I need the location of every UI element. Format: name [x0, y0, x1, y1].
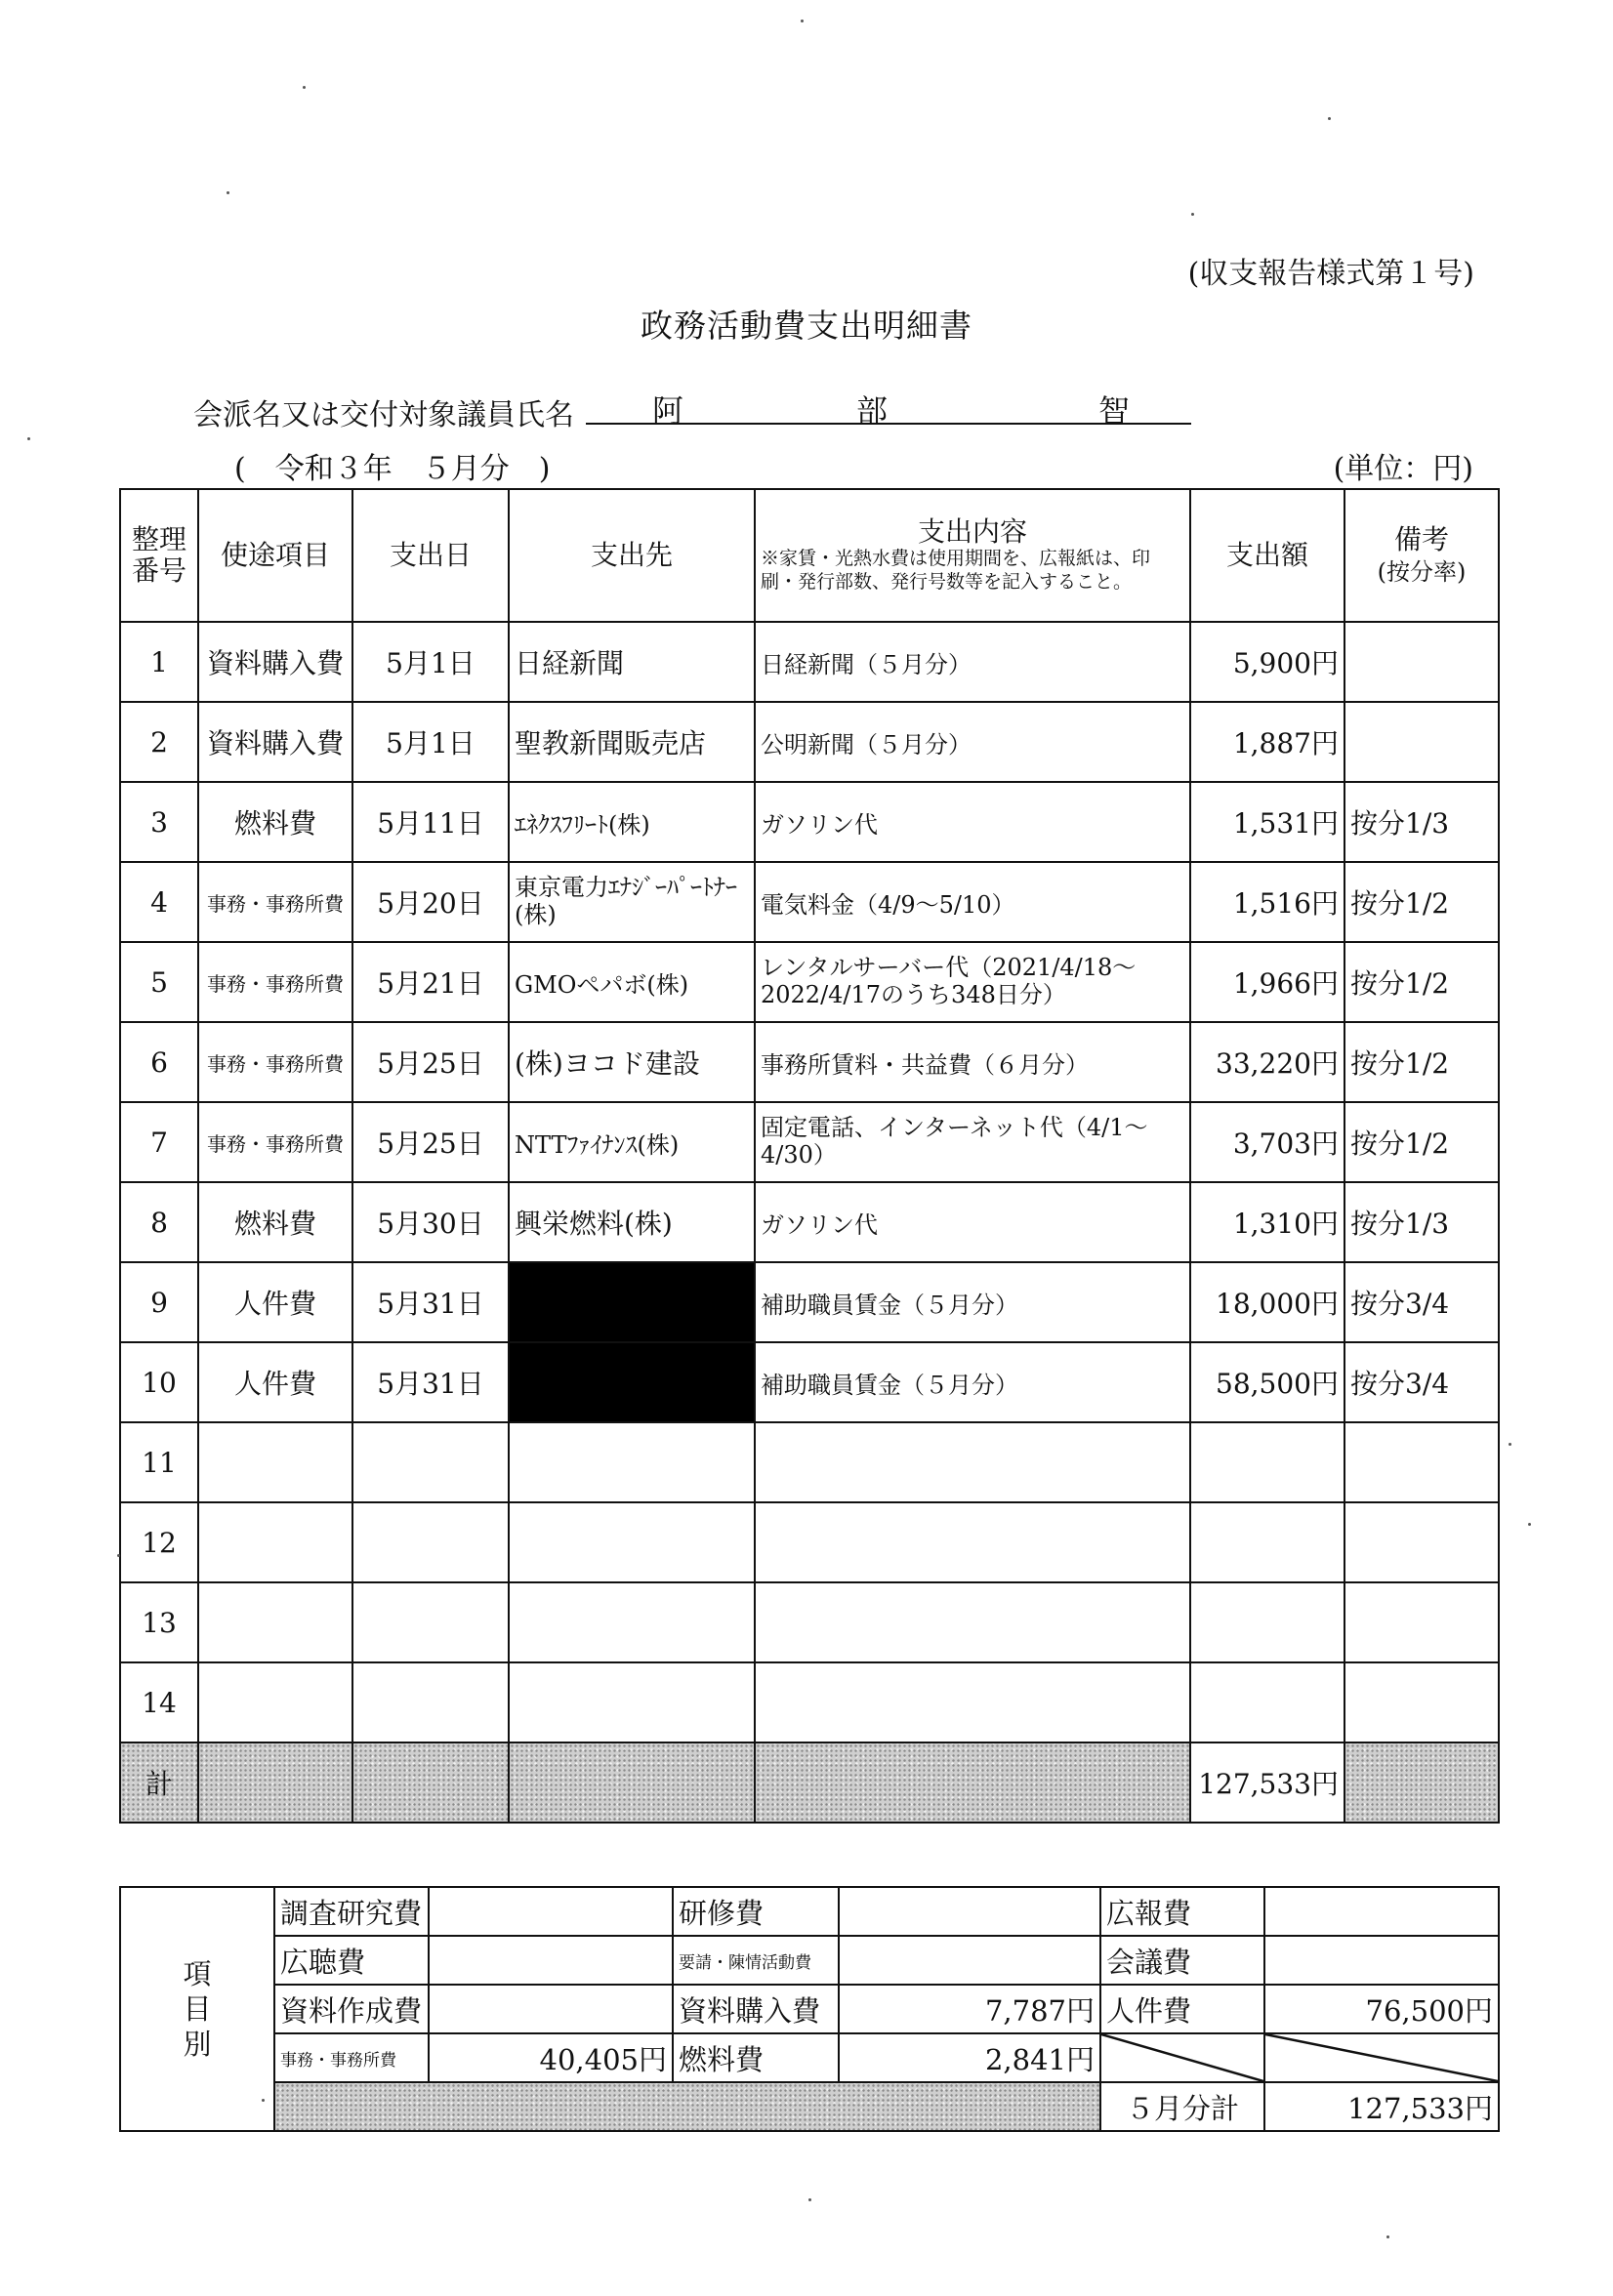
row-number: 8 [120, 1182, 198, 1262]
summary-value-research [429, 1887, 673, 1936]
row-amount: 3,703円 [1190, 1102, 1344, 1182]
row-payee-redacted [509, 1342, 755, 1422]
row-number: 10 [120, 1342, 198, 1422]
summary-value-pr [1264, 1887, 1499, 1936]
row-payee: 日経新聞 [509, 622, 755, 702]
summary-value-month-total: 127,533円 [1264, 2082, 1499, 2131]
row-payee: 興栄燃料(株) [509, 1182, 755, 1262]
header-date: 支出日 [352, 489, 509, 622]
row-payee: ｴﾈｸｽﾌﾘｰﾄ(株) [509, 782, 755, 862]
row-payee: GMOペパボ(株) [509, 942, 755, 1022]
row-purpose: 燃料費 [198, 782, 352, 862]
row-number: 14 [120, 1662, 198, 1742]
header-amount: 支出額 [1190, 489, 1344, 622]
table-row [120, 1662, 1499, 1742]
row-amount [1190, 1422, 1344, 1502]
row-content: 固定電話、インターネット代（4/1～4/30） [755, 1102, 1190, 1182]
shaded-cell [198, 1742, 352, 1823]
member-name-char: 部 [856, 392, 889, 430]
summary-value-office: 40,405円 [429, 2033, 673, 2082]
summary-value-material-purchase: 7,787円 [839, 1985, 1100, 2033]
row-date: 5月25日 [352, 1102, 509, 1182]
total-label: 計 [120, 1742, 198, 1823]
row-amount [1190, 1662, 1344, 1742]
row-remarks [1344, 1582, 1499, 1662]
row-payee [509, 1662, 755, 1742]
summary-label-training: 研修費 [673, 1887, 839, 1936]
header-content: 支出内容 ※家賃・光熱水費は使用期間を、広報紙は、印刷・発行部数、発行号数等を記入すること。 [755, 489, 1190, 622]
row-number: 2 [120, 702, 198, 782]
table-row [120, 622, 1499, 702]
row-date: 5月21日 [352, 942, 509, 1022]
summary-label-hearing: 広聴費 [274, 1936, 429, 1985]
summary-label-pr: 広報費 [1100, 1887, 1264, 1936]
row-purpose: 人件費 [198, 1342, 352, 1422]
row-number: 3 [120, 782, 198, 862]
summary-row [120, 2082, 1499, 2131]
summary-label-meeting: 会議費 [1100, 1936, 1264, 1985]
summary-label-material-creation: 資料作成費 [274, 1985, 429, 2033]
summary-value-material-creation [429, 1985, 673, 2033]
row-content: 事務所賃料・共益費（６月分） [755, 1022, 1190, 1102]
row-content: ガソリン代 [755, 1182, 1190, 1262]
summary-label-research: 調査研究費 [274, 1887, 429, 1936]
summary-side-label: 項 目 別 [120, 1887, 274, 2131]
row-content: 公明新聞（５月分） [755, 702, 1190, 782]
summary-value-meeting [1264, 1936, 1499, 1985]
table-row [120, 1182, 1499, 1262]
row-purpose: 燃料費 [198, 1182, 352, 1262]
row-remarks: 按分1/2 [1344, 1102, 1499, 1182]
table-row [120, 1022, 1499, 1102]
table-row [120, 1342, 1499, 1422]
summary-label-office: 事務・事務所費 [274, 2033, 429, 2082]
form-number: (収支報告様式第１号) [1187, 257, 1474, 291]
row-date: 5月30日 [352, 1182, 509, 1262]
row-number: 11 [120, 1422, 198, 1502]
summary-value-training [839, 1887, 1100, 1936]
row-remarks: 按分1/2 [1344, 1022, 1499, 1102]
table-row [120, 702, 1499, 782]
header-content-note: ※家賃・光熱水費は使用期間を、広報紙は、印刷・発行部数、発行号数等を記入すること。 [761, 548, 1151, 594]
row-number: 12 [120, 1502, 198, 1582]
crossed-out-cell [1264, 2033, 1499, 2082]
shaded-cell [1344, 1742, 1499, 1823]
row-content [755, 1422, 1190, 1502]
row-amount: 1,310円 [1190, 1182, 1344, 1262]
row-content: 補助職員賃金（５月分） [755, 1342, 1190, 1422]
summary-value-personnel: 76,500円 [1264, 1985, 1499, 2033]
row-amount: 18,000円 [1190, 1262, 1344, 1342]
row-purpose: 事務・事務所費 [198, 1102, 352, 1182]
row-date: 5月25日 [352, 1022, 509, 1102]
row-remarks [1344, 702, 1499, 782]
row-amount: 1,531円 [1190, 782, 1344, 862]
row-purpose: 人件費 [198, 1262, 352, 1342]
summary-row [120, 1887, 1499, 1936]
row-payee [509, 1502, 755, 1582]
row-number: 13 [120, 1582, 198, 1662]
row-number: 5 [120, 942, 198, 1022]
row-purpose [198, 1662, 352, 1742]
row-date: 5月1日 [352, 622, 509, 702]
row-number: 6 [120, 1022, 198, 1102]
table-row [120, 782, 1499, 862]
crossed-out-cell [1100, 2033, 1264, 2082]
row-date: 5月31日 [352, 1342, 509, 1422]
summary-label-personnel: 人件費 [1100, 1985, 1264, 2033]
row-remarks: 按分1/2 [1344, 862, 1499, 942]
summary-row [120, 1985, 1499, 2033]
row-date: 5月11日 [352, 782, 509, 862]
row-remarks [1344, 1662, 1499, 1742]
table-row [120, 1102, 1499, 1182]
total-amount: 127,533円 [1190, 1742, 1344, 1823]
member-name-char: 智 [1098, 392, 1131, 430]
summary-row [120, 1936, 1499, 1985]
row-content [755, 1662, 1190, 1742]
row-purpose: 事務・事務所費 [198, 942, 352, 1022]
row-amount: 1,966円 [1190, 942, 1344, 1022]
summary-value-fuel: 2,841円 [839, 2033, 1100, 2082]
summary-label-material-purchase: 資料購入費 [673, 1985, 839, 2033]
row-purpose [198, 1502, 352, 1582]
document-title: 政務活動費支出明細書 [641, 307, 972, 345]
row-content: レンタルサーバー代（2021/4/18～2022/4/17のうち348日分） [755, 942, 1190, 1022]
row-purpose: 事務・事務所費 [198, 862, 352, 942]
header-remarks: 備考 (按分率) [1344, 489, 1499, 622]
row-date: 5月20日 [352, 862, 509, 942]
table-row [120, 1502, 1499, 1582]
row-content: 電気料金（4/9～5/10） [755, 862, 1190, 942]
row-number: 4 [120, 862, 198, 942]
member-label: 会派名又は交付対象議員氏名 [193, 398, 574, 432]
row-content: 補助職員賃金（５月分） [755, 1262, 1190, 1342]
row-remarks: 按分3/4 [1344, 1262, 1499, 1342]
row-remarks [1344, 622, 1499, 702]
row-purpose: 事務・事務所費 [198, 1022, 352, 1102]
summary-label-month-total: ５月分計 [1100, 2082, 1264, 2131]
unit-label: (単位：円) [1333, 452, 1473, 486]
row-date: 5月31日 [352, 1262, 509, 1342]
row-payee-redacted [509, 1262, 755, 1342]
row-remarks: 按分1/2 [1344, 942, 1499, 1022]
row-amount: 33,220円 [1190, 1022, 1344, 1102]
row-payee: 東京電力ｴﾅｼﾞｰﾊﾟｰﾄﾅｰ(株) [509, 862, 755, 942]
row-date [352, 1662, 509, 1742]
row-amount: 5,900円 [1190, 622, 1344, 702]
table-header-row [120, 489, 1499, 622]
shaded-cell [352, 1742, 509, 1823]
row-number: 9 [120, 1262, 198, 1342]
row-payee [509, 1422, 755, 1502]
expense-table [119, 488, 1500, 1824]
row-remarks: 按分3/4 [1344, 1342, 1499, 1422]
row-amount: 58,500円 [1190, 1342, 1344, 1422]
total-row [120, 1742, 1499, 1823]
shaded-cell [509, 1742, 755, 1823]
row-purpose [198, 1422, 352, 1502]
row-amount [1190, 1582, 1344, 1662]
row-purpose: 資料購入費 [198, 622, 352, 702]
row-content [755, 1582, 1190, 1662]
member-name-char: 阿 [652, 392, 684, 430]
row-date [352, 1502, 509, 1582]
table-row [120, 942, 1499, 1022]
row-payee [509, 1582, 755, 1662]
row-purpose: 資料購入費 [198, 702, 352, 782]
row-payee: NTTﾌｧｲﾅﾝｽ(株) [509, 1102, 755, 1182]
row-payee: (株)ヨコド建設 [509, 1022, 755, 1102]
table-row [120, 862, 1499, 942]
table-row [120, 1582, 1499, 1662]
period-label: ( 令和３年 ５月分 ) [234, 452, 551, 486]
summary-value-petition [839, 1936, 1100, 1985]
row-number: 7 [120, 1102, 198, 1182]
header-number: 整理 番号 [120, 489, 198, 622]
row-amount [1190, 1502, 1344, 1582]
row-content: ガソリン代 [755, 782, 1190, 862]
row-amount: 1,516円 [1190, 862, 1344, 942]
row-remarks: 按分1/3 [1344, 1182, 1499, 1262]
row-date: 5月1日 [352, 702, 509, 782]
shaded-cell [755, 1742, 1190, 1823]
row-amount: 1,887円 [1190, 702, 1344, 782]
shaded-cell [274, 2082, 1100, 2131]
row-payee: 聖教新聞販売店 [509, 702, 755, 782]
row-remarks: 按分1/3 [1344, 782, 1499, 862]
summary-label-fuel: 燃料費 [673, 2033, 839, 2082]
header-purpose: 使途項目 [198, 489, 352, 622]
table-row [120, 1262, 1499, 1342]
row-remarks [1344, 1422, 1499, 1502]
summary-label-petition: 要請・陳情活動費 [673, 1936, 839, 1985]
row-content: 日経新聞（５月分） [755, 622, 1190, 702]
row-content [755, 1502, 1190, 1582]
header-payee: 支出先 [509, 489, 755, 622]
summary-value-hearing [429, 1936, 673, 1985]
summary-row [120, 2033, 1499, 2082]
category-summary-table [119, 1886, 1500, 2132]
table-row [120, 1422, 1499, 1502]
row-date [352, 1582, 509, 1662]
row-date [352, 1422, 509, 1502]
row-number: 1 [120, 622, 198, 702]
row-remarks [1344, 1502, 1499, 1582]
row-purpose [198, 1582, 352, 1662]
